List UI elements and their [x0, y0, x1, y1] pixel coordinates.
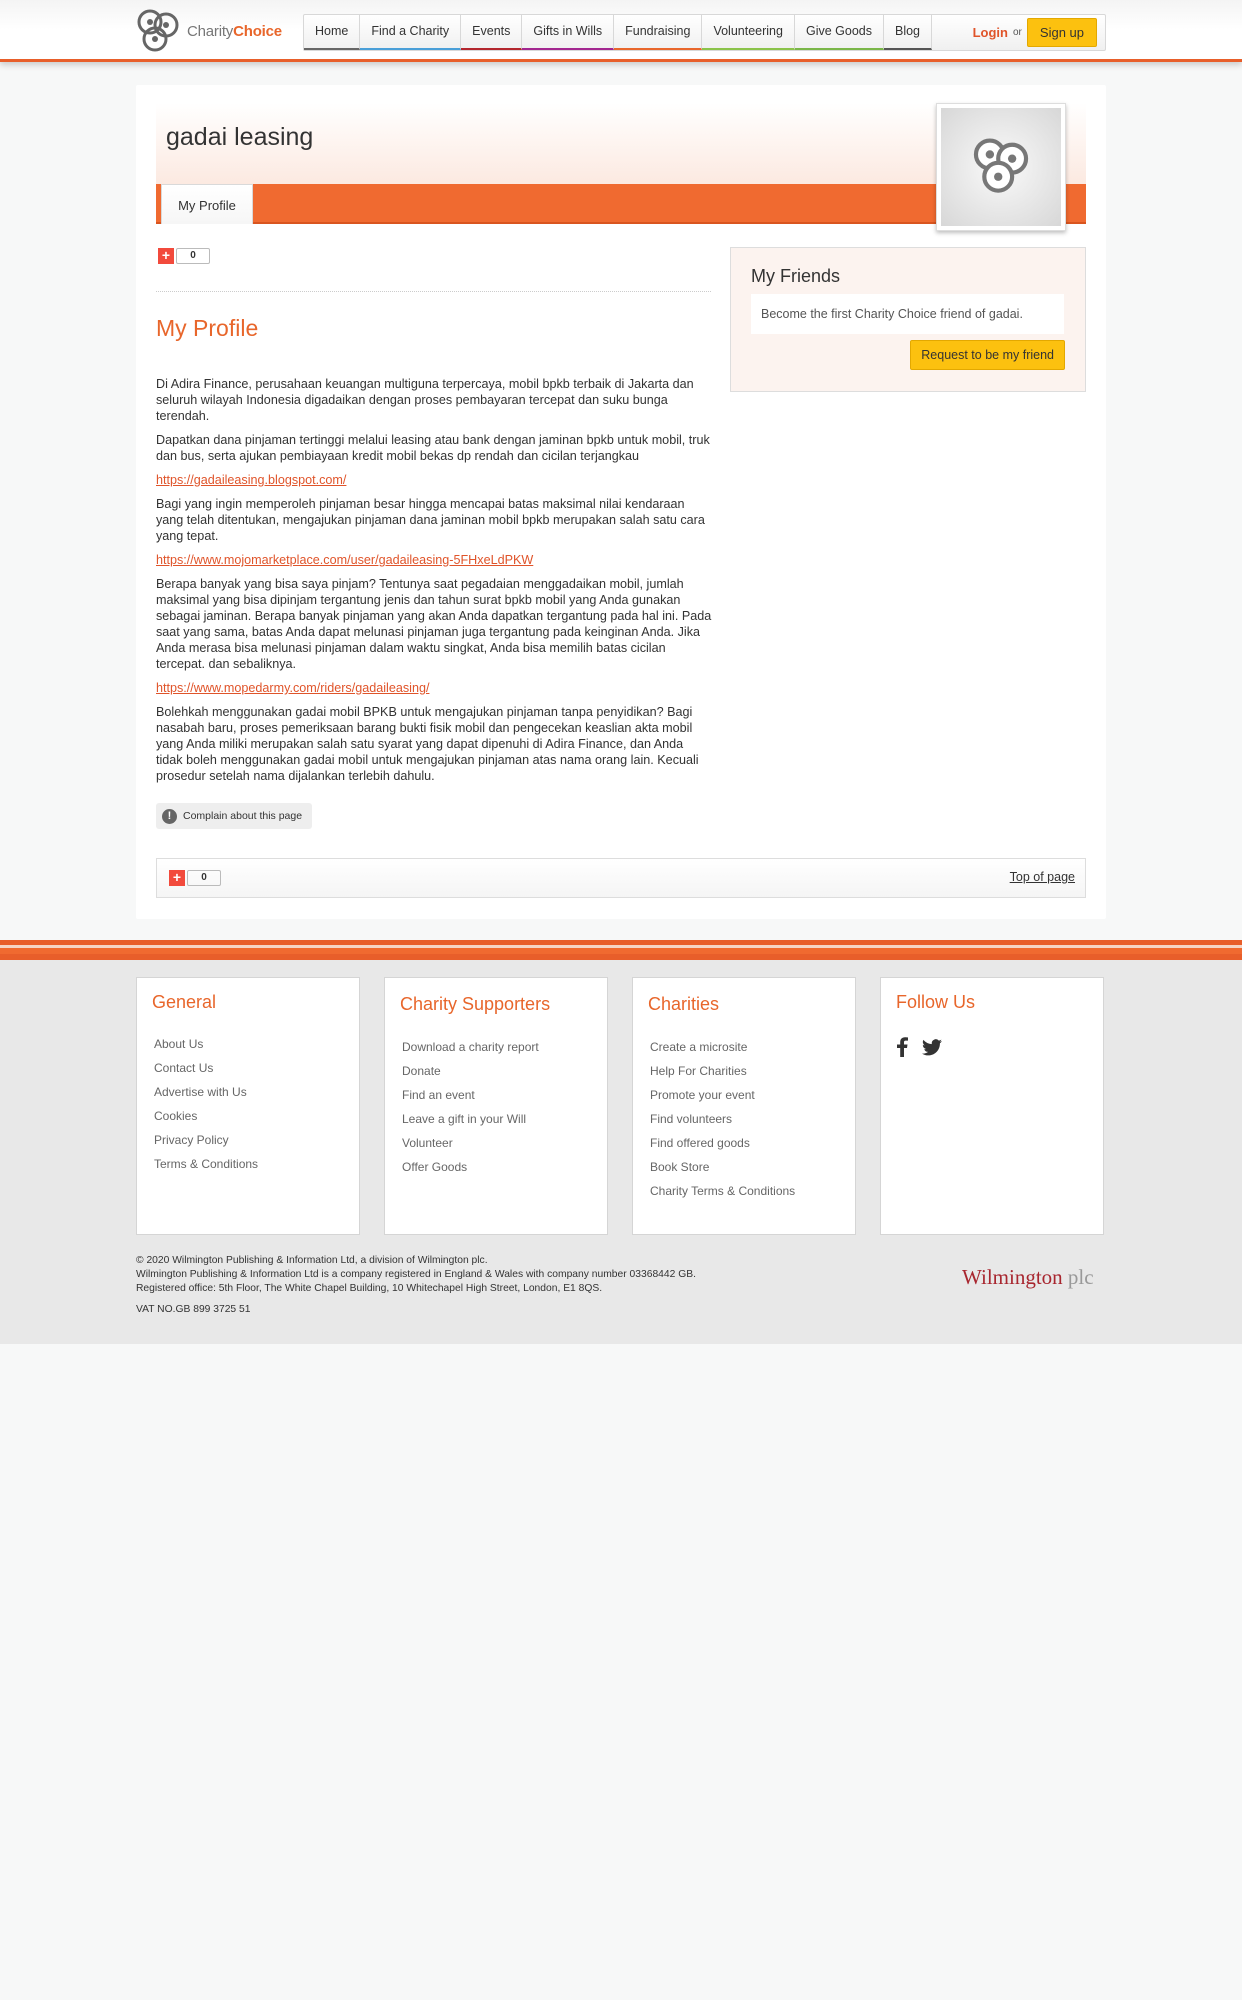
auth-area — [973, 15, 1097, 50]
footer-link-privacy[interactable]: Privacy Policy — [154, 1133, 229, 1147]
footer-general-title: General — [152, 992, 217, 1012]
warning-icon: ! — [162, 809, 177, 824]
nav-give-goods[interactable]: Give Goods — [795, 15, 884, 50]
paragraph: Bagi yang ingin memperoleh pinjaman besar hingga mencapai batas maksimal nilai kendaraan yang telah ditentukan, mengajukan pinjaman dana jaminan mobil bpkb merupakan salah satu cara yang tepat. — [156, 497, 705, 543]
footer-link-find-offered-goods[interactable]: Find offered goods — [650, 1136, 750, 1150]
friends-message: Become the first Charity Choice friend of gadai. — [751, 294, 1064, 334]
bottom-bar — [156, 858, 1086, 898]
social-links — [896, 1037, 942, 1060]
share-widget-bottom[interactable] — [169, 870, 221, 886]
footer-charities — [632, 977, 856, 1235]
share-count: 0 — [187, 870, 221, 886]
footer-link-download-report[interactable]: Download a charity report — [402, 1040, 539, 1054]
nav-fundraising[interactable]: Fundraising — [614, 15, 702, 50]
footer-charities-title: Charities — [648, 994, 720, 1014]
profile-card — [136, 85, 1106, 919]
footer-link-find-volunteers[interactable]: Find volunteers — [650, 1112, 733, 1126]
avatar-logo-icon — [969, 135, 1033, 199]
footer-link-gift-in-will[interactable]: Leave a gift in your Will — [402, 1112, 527, 1126]
login-link[interactable]: Login — [972, 25, 1008, 40]
profile-name: gadai leasing — [166, 123, 314, 151]
footer-link-offer-goods[interactable]: Offer Goods — [402, 1160, 468, 1174]
twitter-icon[interactable] — [922, 1039, 942, 1059]
footer-general — [136, 977, 360, 1235]
footer-link-advertise[interactable]: Advertise with Us — [154, 1085, 247, 1099]
logo-icon — [135, 8, 181, 54]
footer-link-cookies[interactable]: Cookies — [154, 1109, 198, 1123]
footer-link-find-event[interactable]: Find an event — [402, 1088, 475, 1102]
footer-supporters-title: Charity Supporters — [400, 994, 551, 1014]
paragraph: Di Adira Finance, perusahaan keuangan multiguna terpercaya, mobil bpkb terbaik di Jakarta dan seluruh wilayah Indonesia digadaikan dengan proses pembayaran tercepat dan suku bunga terendah. — [156, 377, 694, 423]
complain-button[interactable] — [156, 803, 312, 829]
friends-title: My Friends — [751, 266, 841, 286]
footer-link-volunteer[interactable]: Volunteer — [402, 1136, 453, 1150]
request-friend-button[interactable]: Request to be my friend — [910, 340, 1065, 370]
or-text: or — [1013, 27, 1022, 38]
share-plus-icon[interactable]: + — [158, 248, 174, 264]
friends-panel — [730, 247, 1086, 392]
profile-heading: My Profile — [156, 315, 259, 341]
site-footer — [0, 940, 1242, 1344]
copyright-line: Wilmington Publishing & Information Ltd is a company registered in England & Wales with company number 03368442 GB. — [136, 1269, 696, 1280]
footer-link-promote-event[interactable]: Promote your event — [650, 1088, 755, 1102]
signup-button[interactable]: Sign up — [1027, 18, 1097, 47]
facebook-icon[interactable] — [896, 1037, 908, 1060]
copyright — [136, 1254, 696, 1296]
site-header — [0, 0, 1242, 62]
share-widget-top[interactable] — [158, 248, 210, 264]
complain-label: Complain about this page — [183, 810, 303, 822]
main-nav — [303, 14, 1106, 51]
nav-blog[interactable]: Blog — [884, 15, 932, 50]
profile-link[interactable]: https://www.mojomarketplace.com/user/gadaileasing-5FHxeLdPKW — [156, 553, 534, 567]
profile-link[interactable]: https://www.mopedarmy.com/riders/gadaileasing/ — [156, 681, 430, 695]
footer-link-about-us[interactable]: About Us — [154, 1037, 204, 1051]
nav-events[interactable]: Events — [461, 15, 522, 50]
vat-number: VAT NO.GB 899 3725 51 — [136, 1304, 251, 1315]
footer-follow — [880, 977, 1104, 1235]
footer-link-help-charities[interactable]: Help For Charities — [650, 1064, 747, 1078]
paragraph: Berapa banyak yang bisa saya pinjam? Tentunya saat pegadaian menggadaikan mobil, jumlah maksimal yang bisa dipinjam tergantung jenis dan tahun surat bpkb mobil yang Anda gunakan sebagai jaminan. Berapa banyak pinjaman yang akan Anda dapatkan tergantung pada hal ini. Pada saat yang sama, batas Anda dapat melunasi pinjaman juga tergantung pada keinginan Anda. Jika Anda merasa bisa melunasi pinjaman dalam waktu singkat, Anda bisa memilih batas cicilan tercepat. dan sebaliknya. — [156, 577, 712, 671]
top-of-page-link[interactable]: Top of page — [1009, 870, 1075, 884]
footer-link-donate[interactable]: Donate — [402, 1064, 441, 1078]
tab-my-profile[interactable]: My Profile — [161, 184, 253, 224]
paragraph: Bolehkah menggunakan gadai mobil BPKB untuk mengajukan pinjaman tanpa penyidikan? Bagi nasabah baru, proses pemeriksaan barang bukti fisik mobil dan pengecekan keaslian akta mobil yang Anda miliki merupakan salah satu syarat yang dapat dipenuhi di Adira Finance, dan Anda tidak boleh menggunakan gadai mobil untuk mengajukan pinjaman atas nama orang lain. Kecuali prosedur setelah nama dijalankan terlebih dahulu. — [156, 705, 699, 783]
footer-link-charity-terms[interactable]: Charity Terms & Conditions — [650, 1184, 796, 1198]
footer-link-terms[interactable]: Terms & Conditions — [154, 1157, 259, 1171]
footer-link-create-microsite[interactable]: Create a microsite — [650, 1040, 748, 1054]
avatar — [936, 103, 1066, 231]
copyright-line: Registered office: 5th Floor, The White Chapel Building, 10 Whitechapel High Street, London, E1 8QS. — [136, 1283, 603, 1294]
nav-find-a-charity[interactable]: Find a Charity — [360, 15, 461, 50]
nav-gifts-in-wills[interactable]: Gifts in Wills — [522, 15, 614, 50]
footer-link-book-store[interactable]: Book Store — [650, 1160, 710, 1174]
paragraph: Dapatkan dana pinjaman tertinggi melalui leasing atau bank dengan jaminan bpkb untuk mobil, truk dan bus, serta ajukan pembiayaan kredit mobil bekas dp rendah dan cicilan terjangkau — [156, 433, 710, 463]
share-count: 0 — [176, 248, 210, 264]
profile-link[interactable]: https://gadaileasing.blogspot.com/ — [156, 473, 347, 487]
footer-link-contact-us[interactable]: Contact Us — [154, 1061, 214, 1075]
footer-follow-title: Follow Us — [896, 992, 976, 1012]
nav-home[interactable]: Home — [304, 15, 360, 50]
profile-description — [156, 376, 713, 792]
divider — [156, 291, 711, 292]
wilmington-logo[interactable]: Wilmington plc — [962, 1265, 1094, 1289]
charity-choice-logo[interactable] — [135, 9, 282, 53]
nav-volunteering[interactable]: Volunteering — [702, 15, 795, 50]
logo-text: CharityChoice — [187, 22, 282, 40]
copyright-line: © 2020 Wilmington Publishing & Information Ltd, a division of Wilmington plc. — [136, 1255, 488, 1266]
footer-supporters — [384, 977, 608, 1235]
footer-stripe — [0, 940, 1242, 960]
share-plus-icon[interactable]: + — [169, 870, 185, 886]
